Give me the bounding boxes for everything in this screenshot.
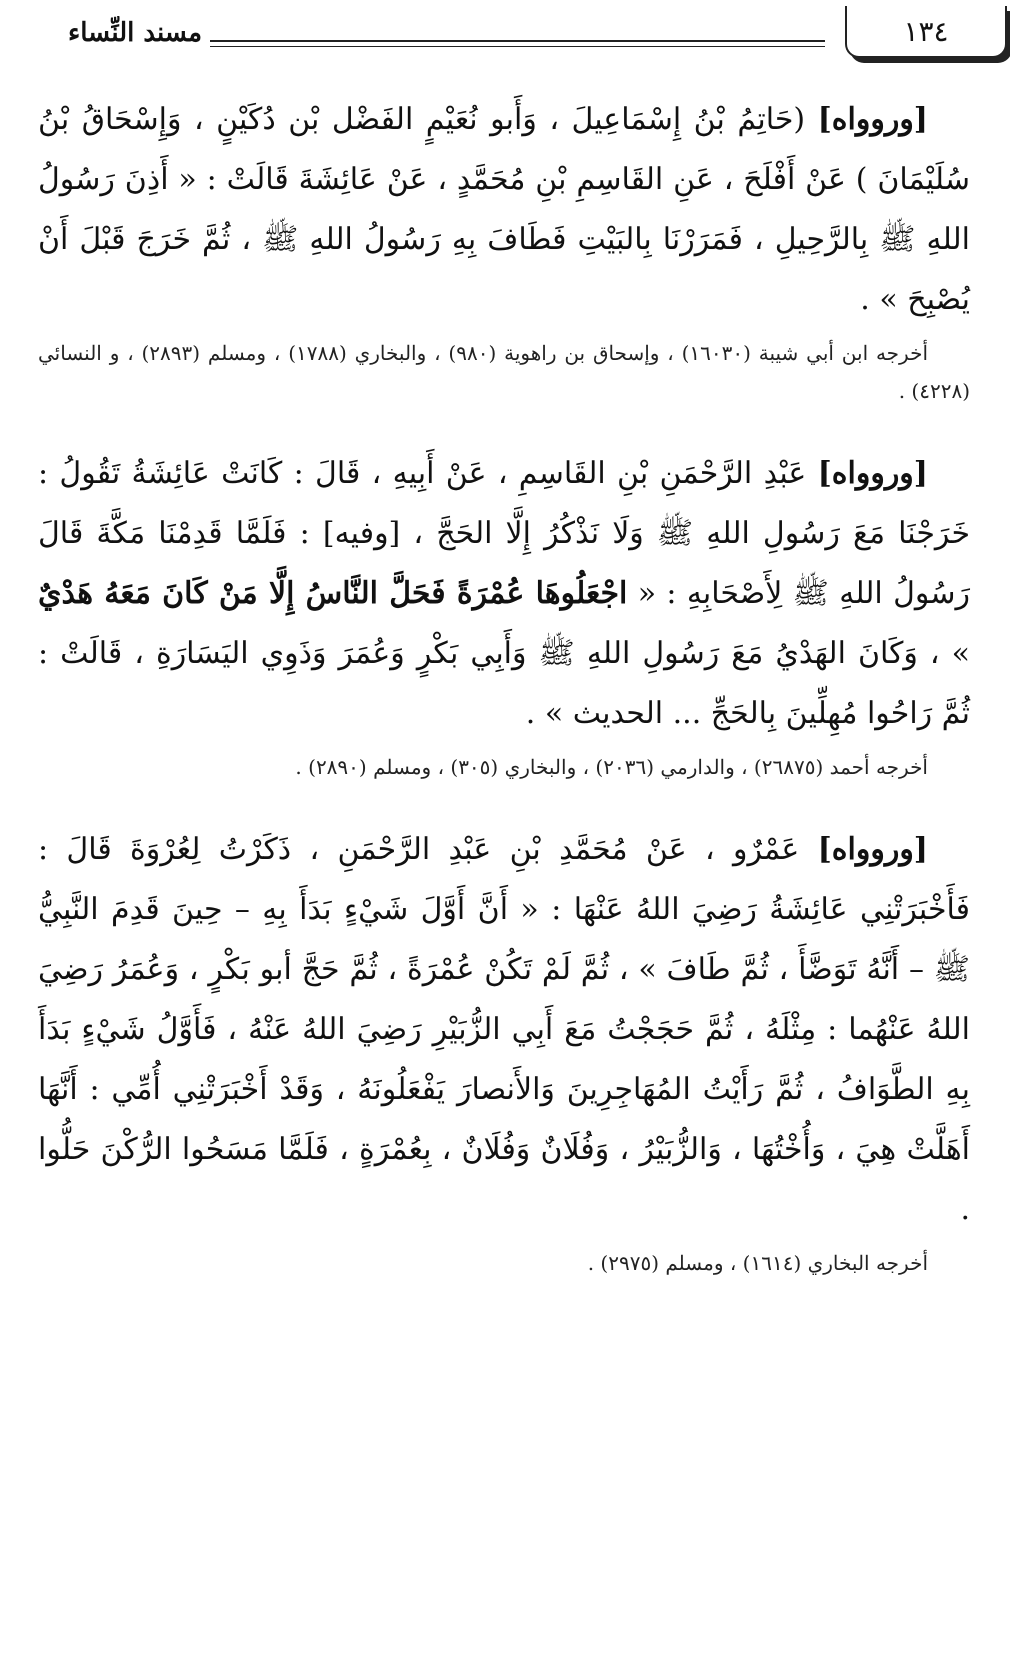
narration-label: [وروواه] xyxy=(817,456,928,491)
narration-bold-quote: اجْعَلُوهَا عُمْرَةً فَحَلَّ النَّاسُ إِلَّا مَنْ كَانَ مَعَهُ هَدْيٌ xyxy=(38,576,628,611)
narration-body: عَمْرٌو ، عَنْ مُحَمَّدِ بْنِ عَبْدِ الرَّحْمَنِ ، ذَكَرْتُ لِعُرْوَةَ قَالَ : فَأَخْبَرَتْنِي عَائِشَةُ رَضِيَ اللهُ عَنْهَا : « أَنَّ أَوَّلَ شَيْءٍ بَدَأَ بِهِ – حِينَ قَدِمَ النَّبِيُّ ﷺ – أَنَّهُ تَوَضَّأَ ، ثُمَّ طَافَ » ، ثُمَّ لَمْ تَكُنْ عُمْرَةً ، ثُمَّ حَجَّ أبو بَكْرٍ ، وَعُمَرُ رَضِيَ اللهُ عَنْهُما : مِثْلَهُ ، ثُمَّ حَجَجْتُ مَعَ أَبِي الزُّبَيْرِ رَضِيَ اللهُ عَنْهُ ، فَأَوَّلُ شَيْءٍ بَدَأَ بِهِ الطَّوَافُ ، ثُمَّ رَأَيْتُ المُهَاجِرِينَ وَالأَنصارَ يَفْعَلُونَهُ ، وَقَدْ أَخْبَرَتْنِي أُمِّي : أَنَّهَا أَهَلَّتْ هِيَ ، وَأُخْتُهَا ، وَالزُّبَيْرُ ، وَفُلَانٌ وَفُلَانٌ ، بِعُمْرَةٍ ، فَلَمَّا مَسَحُوا الرُّكْنَ حَلُّوا . xyxy=(38,832,970,1227)
takhrij-note: أخرجه أحمد (٢٦٨٧٥) ، والدارمي (٢٠٣٦) ، والبخاري (٣٠٥) ، ومسلم (٢٨٩٠) . xyxy=(295,755,928,779)
narration-block-2 xyxy=(38,444,970,786)
narration-block-3 xyxy=(38,820,970,1282)
narration-block-1 xyxy=(38,90,970,410)
page-header xyxy=(30,6,980,64)
narration-label: [وروواه] xyxy=(817,102,928,137)
narration-text xyxy=(38,90,970,330)
book-title: مسند النِّساء xyxy=(68,18,202,48)
narration-body-after: » ، وَكَانَ الهَدْيُ مَعَ رَسُولِ اللهِ ﷺ وَأَبِي بَكْرٍ وَعُمَرَ وَذَوِي اليَسَارَةِ ، قَالَتْ : ثُمَّ رَاحُوا مُهِلِّينَ بِالحَجِّ ... الحديث » . xyxy=(38,636,970,731)
narration-text xyxy=(38,444,970,744)
narration-text xyxy=(38,820,970,1240)
page-content xyxy=(38,90,970,1316)
takhrij-note: أخرجه البخاري (١٦١٤) ، ومسلم (٢٩٧٥) . xyxy=(587,1251,928,1275)
takhrij-note: أخرجه ابن أبي شيبة (١٦٠٣٠) ، وإسحاق بن راهوية (٩٨٠) ، والبخاري (١٧٨٨) ، ومسلم (٢٨٩٣) ، و النسائي (٤٢٢٨) . xyxy=(38,341,970,403)
narration-body: (حَاتِمُ بْنُ إِسْمَاعِيلَ ، وَأَبو نُعَيْمٍ الفَضْل بْن دُكَيْنٍ ، وَإِسْحَاقُ بْنُ سُلَيْمَانَ ) عَنْ أَفْلَحَ ، عَنِ القَاسِمِ بْنِ مُحَمَّدٍ ، عَنْ عَائِشَةَ قَالَتْ : « أَذِنَ رَسُولُ اللهِ ﷺ بِالرَّحِيلِ ، فَمَرَرْنَا بِالبَيْتِ فَطَافَ بِهِ رَسُولُ اللهِ ﷺ ، ثُمَّ خَرَجَ قَبْلَ أَنْ يُصْبِحَ » . xyxy=(38,102,970,317)
page-number: ١٣٤ xyxy=(845,6,1007,58)
header-rule xyxy=(210,40,825,47)
narration-body-before: عَبْدِ الرَّحْمَنِ بْنِ القَاسِمِ ، عَنْ أَبِيهِ ، قَالَ : كَانَتْ عَائِشَةُ تَقُولُ : خَرَجْنَا مَعَ رَسُولِ اللهِ ﷺ وَلَا نَذْكُرُ إِلَّا الحَجَّ ، [وفيه] : فَلَمَّا قَدِمْنَا مَكَّةَ قَالَ رَسُولُ اللهِ ﷺ لِأَصْحَابِهِ : « xyxy=(38,456,970,611)
narration-label: [وروواه] xyxy=(817,832,928,867)
